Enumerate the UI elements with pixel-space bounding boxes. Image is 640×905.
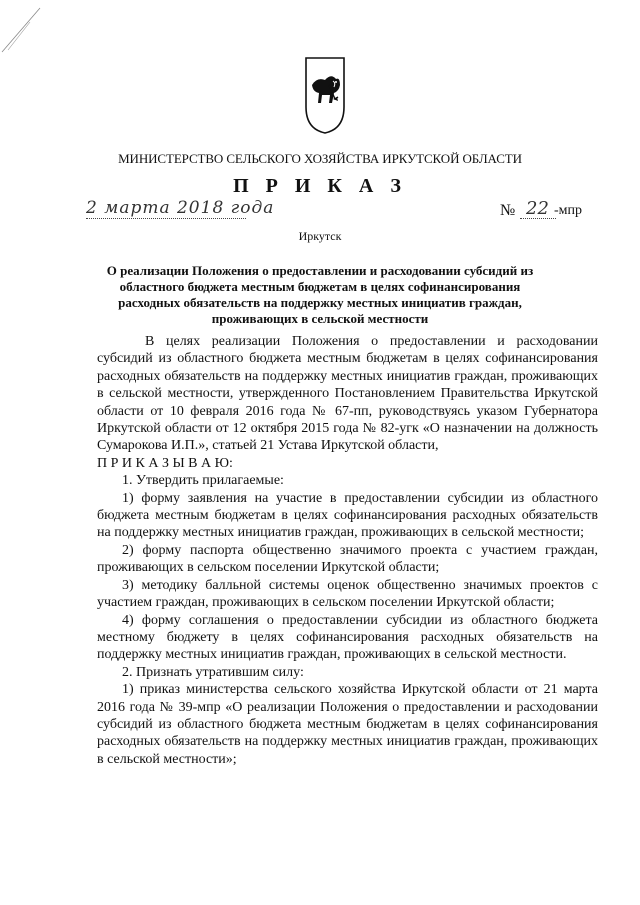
ministry-name: МИНИСТЕРСТВО СЕЛЬСКОГО ХОЗЯЙСТВА ИРКУТСКОЙ ОБЛАСТИ [118, 151, 522, 166]
item-1-4: 4) форму соглашения о предоставлении субсидии из областного бюджета местному бюджету в целях софинансирования расходных обязательств на поддержку местных инициатив граждан, проживающих в сельской местности. [97, 612, 598, 663]
document-title: О реализации Положения о предоставлении и расходовании субсидий из областного бюджета местным бюджетам в целях софинансирования расходных обязательств на поддержку местных инициатив граждан, проживающих в сельской местности [106, 263, 534, 326]
order-word: П Р И К А З Ы В А Ю: [97, 455, 233, 471]
item-1: 1. Утвердить прилагаемые: [122, 473, 284, 489]
date-underline [86, 218, 246, 219]
number-underline [520, 218, 556, 219]
item-1-2: 2) форму паспорта общественно значимого проекта с участием граждан, проживающих в сельском поселении Иркутской области; [97, 542, 598, 576]
item-1-3: 3) методику балльной системы оценок общественно значимых проектов с участием граждан, проживающих в сельском поселении Иркутской области; [97, 577, 598, 611]
city: Иркутск [298, 229, 342, 243]
document-body [97, 333, 598, 768]
preamble-paragraph: В целях реализации Положения о предоставлении и расходовании субсидий из областного бюджета местным бюджетам в целях софинансирования расходных обязательств на поддержку местных инициатив граждан, проживающих в сельской местности, утвержденного Постановлением Правительства Иркутской области от 10 февраля 2016 года № 67-пп, руководствуясь указом Губернатора Иркутской области от 12 октября 2015 года № 82-угк «О назначении на должность Сумарокова И.П.», статьей 21 Устава Иркутской области, [97, 334, 598, 454]
number-sign: № [500, 202, 516, 219]
number-suffix: -мпр [554, 203, 583, 218]
handwritten-number: 22 [526, 198, 549, 219]
item-1-1: 1) форму заявления на участие в предоставлении субсидии из областного бюджета местным бюджетам в целях софинансирования расходных обязательств на поддержку местных инициатив граждан, проживающих в сельской местности; [97, 490, 598, 541]
document-type: П Р И К А З [233, 175, 407, 197]
corner-mark [0, 0, 60, 60]
coat-of-arms-icon [303, 55, 347, 135]
item-2-1: 1) приказ министерства сельского хозяйства Иркутской области от 21 марта 2016 года № 39-мпр «О реализации Положения о предоставлении и расходовании субсидий из областного бюджета местным бюджетам в целях софинансирования расходных обязательств на поддержку местных инициатив граждан, проживающих в сельской местности»; [97, 682, 598, 767]
item-2: 2. Признать утратившим силу: [122, 664, 304, 680]
handwritten-date: 2 марта 2018 года [86, 198, 275, 218]
